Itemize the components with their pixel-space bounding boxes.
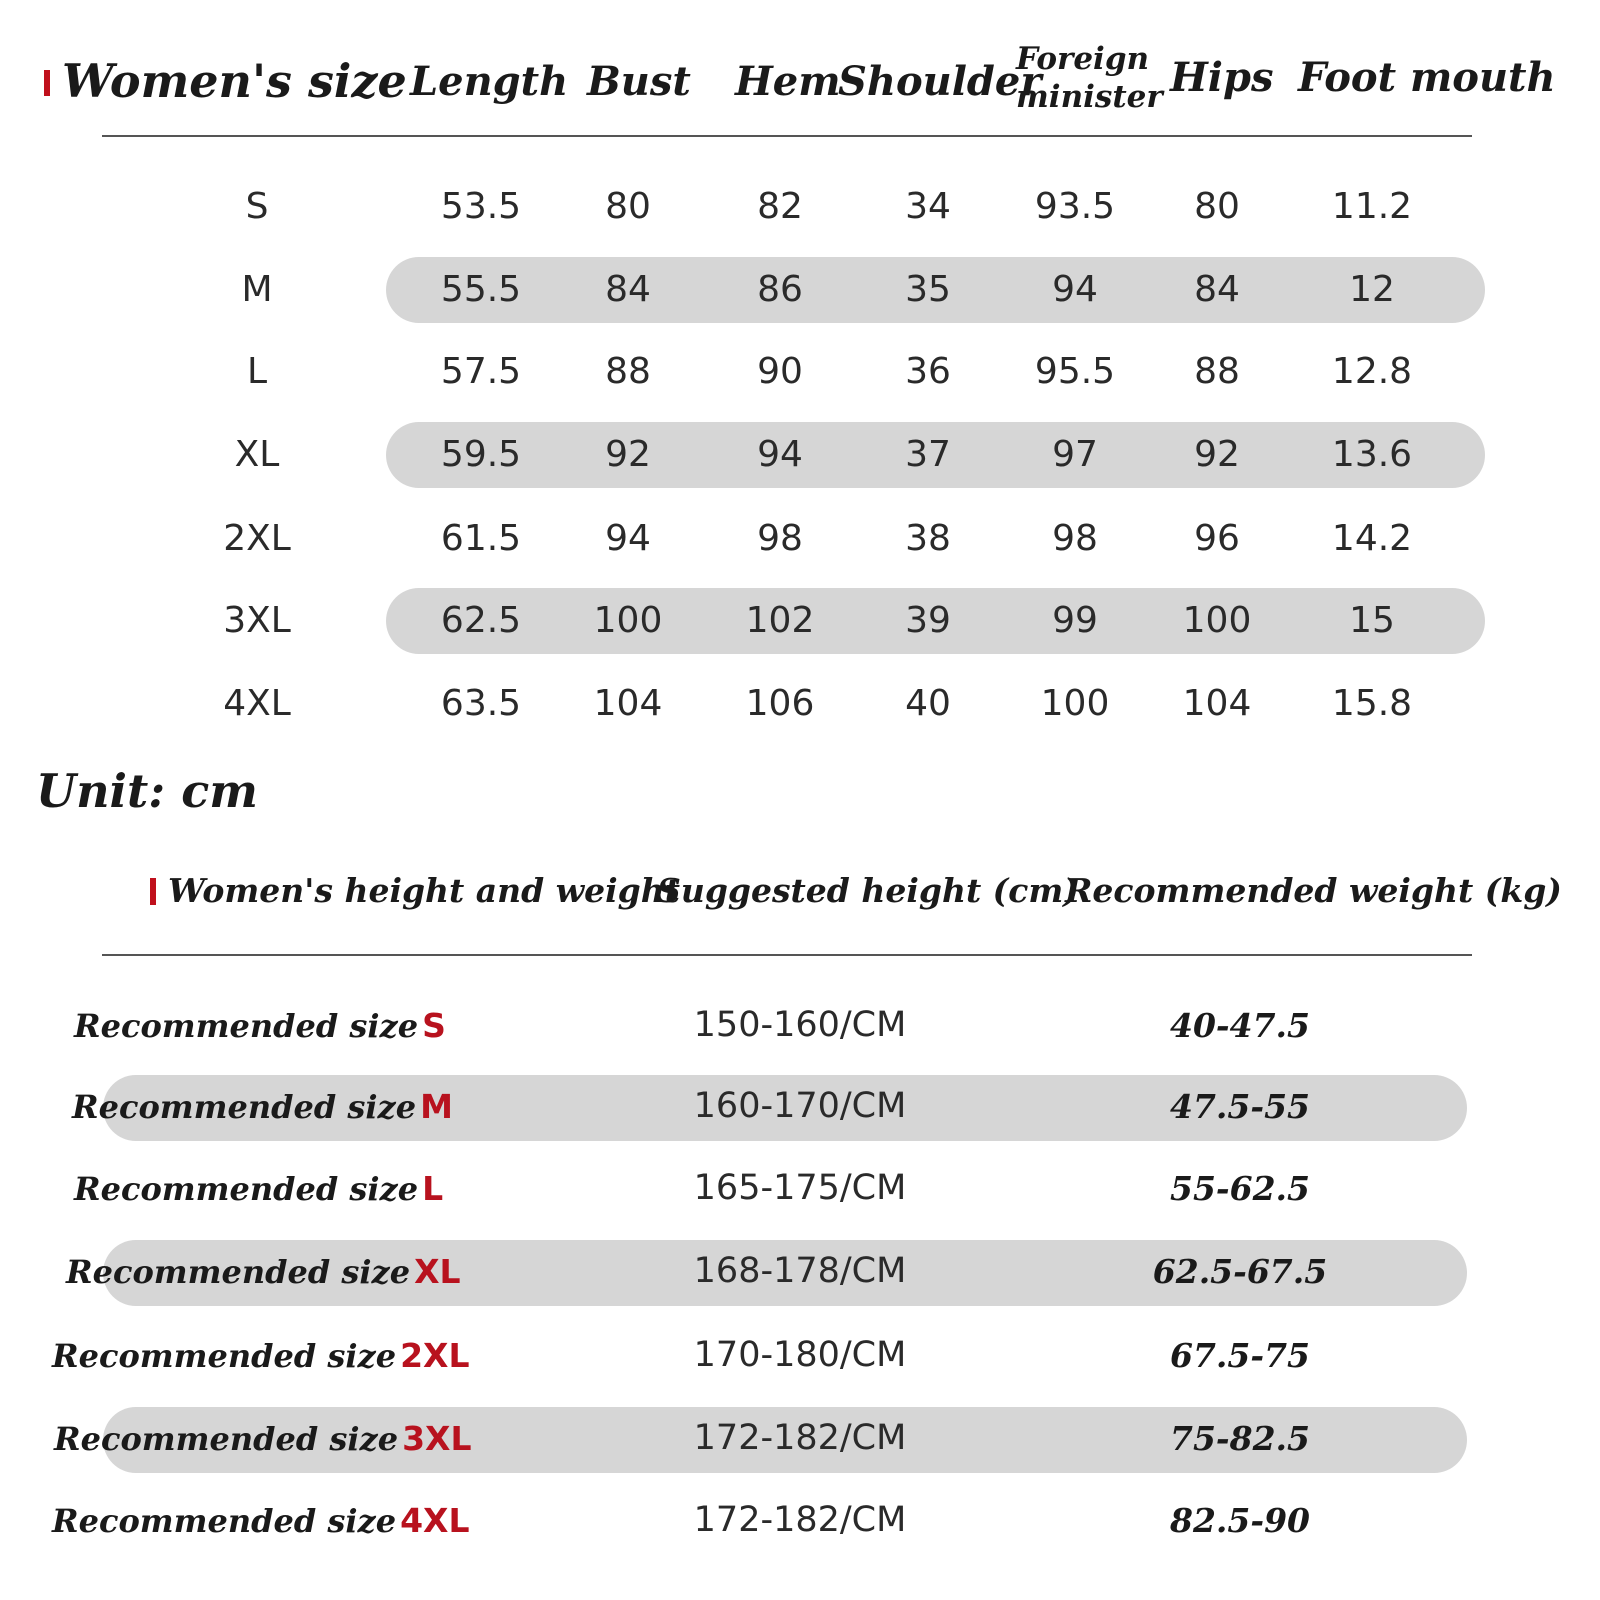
recommended-size-label: [52, 1501, 470, 1540]
recommended-size-text: Recommended size: [72, 1088, 417, 1126]
measurement-cell: 90: [757, 351, 803, 392]
measurement-cell: 80: [1194, 186, 1240, 227]
recommended-size-label: [54, 1419, 472, 1458]
measurement-cell: 98: [757, 518, 803, 559]
recommended-size-label: [66, 1252, 461, 1291]
weight-range-cell: 40-47.5: [1170, 1006, 1310, 1045]
measurement-cell: 97: [1052, 434, 1098, 475]
height-range-cell: 160-170/CM: [693, 1086, 907, 1126]
measurement-cell: 13.6: [1331, 434, 1413, 475]
measurement-cell: 61.5: [440, 518, 522, 559]
measurement-cell: 12.8: [1331, 351, 1413, 392]
measurement-cell: 40: [905, 683, 951, 724]
weight-range-cell: 55-62.5: [1170, 1169, 1310, 1208]
weight-range-cell: 75-82.5: [1170, 1419, 1310, 1458]
measurement-cell: 11.2: [1331, 186, 1413, 227]
measurement-cell: 82: [757, 186, 803, 227]
measurement-cell: 39: [905, 600, 951, 641]
size-label: L: [246, 351, 268, 392]
header-shoulder: Shoulder: [838, 58, 1042, 105]
recommended-size-text: Recommended size: [52, 1502, 397, 1540]
weight-range-cell: 62.5-67.5: [1152, 1252, 1328, 1291]
measurement-cell: 15.8: [1331, 683, 1413, 724]
header-foot-mouth: Foot mouth: [1298, 54, 1556, 101]
measurement-cell: 104: [593, 683, 663, 724]
height-range-cell: 172-182/CM: [693, 1418, 907, 1458]
recommended-size-label: [74, 1169, 444, 1208]
recommended-size-text: Recommended size: [52, 1337, 397, 1375]
measurement-cell: 102: [745, 600, 815, 641]
recommended-size-text: Recommended size: [74, 1170, 419, 1208]
height-range-cell: 168-178/CM: [693, 1251, 907, 1291]
unit-label: Unit: cm: [36, 764, 258, 818]
size-label: XL: [234, 434, 280, 475]
measurement-cell: 94: [1052, 269, 1098, 310]
recommended-size-text: Recommended size: [66, 1253, 411, 1291]
size-code: S: [422, 1006, 446, 1045]
recommended-size-text: Recommended size: [74, 1007, 419, 1045]
recommended-size-text: Recommended size: [54, 1420, 399, 1458]
weight-range-cell: 67.5-75: [1170, 1336, 1310, 1375]
measurement-cell: 63.5: [440, 683, 522, 724]
measurement-cell: 59.5: [440, 434, 522, 475]
measurement-cell: 100: [593, 600, 663, 641]
size-label: 4XL: [223, 683, 291, 724]
recommended-size-label: [74, 1006, 446, 1045]
height-range-cell: 150-160/CM: [693, 1005, 907, 1045]
measurement-cell: 98: [1052, 518, 1098, 559]
measurement-cell: 55.5: [440, 269, 522, 310]
header-foreign-line2: minister: [1016, 79, 1163, 115]
measurement-cell: 96: [1194, 518, 1240, 559]
measurement-cell: 88: [605, 351, 651, 392]
measurement-cell: 88: [1194, 351, 1240, 392]
size-code: 4XL: [400, 1501, 470, 1540]
header-hem: Hem: [735, 58, 841, 105]
measurement-cell: 95.5: [1034, 351, 1116, 392]
measurement-cell: 38: [905, 518, 951, 559]
measurement-cell: 93.5: [1034, 186, 1116, 227]
size-code: XL: [414, 1252, 461, 1291]
measurement-cell: 99: [1052, 600, 1098, 641]
size-table-title: Women's size: [62, 54, 407, 108]
hw-table-title: Women's height and weight: [168, 871, 680, 910]
size-code: 2XL: [400, 1336, 470, 1375]
header-recommended-weight: Recommended weight (kg): [1065, 871, 1562, 910]
header-bust: Bust: [587, 58, 691, 105]
hw-title-accent-bar: [150, 878, 156, 905]
recommended-size-label: [52, 1336, 470, 1375]
measurement-cell: 94: [605, 518, 651, 559]
hw-table-divider: [102, 954, 1472, 956]
measurement-cell: 62.5: [440, 600, 522, 641]
height-range-cell: 165-175/CM: [693, 1168, 907, 1208]
measurement-cell: 100: [1040, 683, 1110, 724]
header-length: Length: [410, 58, 569, 105]
measurement-cell: 92: [1194, 434, 1240, 475]
header-hips: Hips: [1170, 54, 1274, 101]
measurement-cell: 53.5: [440, 186, 522, 227]
size-label: 3XL: [223, 600, 291, 641]
size-label: S: [245, 186, 269, 227]
measurement-cell: 106: [745, 683, 815, 724]
size-code: L: [422, 1169, 444, 1208]
measurement-cell: 34: [905, 186, 951, 227]
measurement-cell: 36: [905, 351, 951, 392]
measurement-cell: 12: [1349, 269, 1395, 310]
height-range-cell: 172-182/CM: [693, 1500, 907, 1540]
measurement-cell: 94: [757, 434, 803, 475]
measurement-cell: 100: [1182, 600, 1252, 641]
measurement-cell: 57.5: [440, 351, 522, 392]
header-foreign-line1: Foreign: [1016, 41, 1150, 77]
measurement-cell: 80: [605, 186, 651, 227]
title-accent-bar: [44, 70, 50, 96]
weight-range-cell: 82.5-90: [1170, 1501, 1310, 1540]
measurement-cell: 37: [905, 434, 951, 475]
size-code: 3XL: [402, 1419, 472, 1458]
size-table-divider: [102, 135, 1472, 137]
measurement-cell: 104: [1182, 683, 1252, 724]
measurement-cell: 84: [1194, 269, 1240, 310]
weight-range-cell: 47.5-55: [1170, 1087, 1310, 1126]
size-label: 2XL: [223, 518, 291, 559]
measurement-cell: 84: [605, 269, 651, 310]
measurement-cell: 14.2: [1331, 518, 1413, 559]
size-code: M: [420, 1087, 453, 1126]
measurement-cell: 86: [757, 269, 803, 310]
height-range-cell: 170-180/CM: [693, 1335, 907, 1375]
measurement-cell: 35: [905, 269, 951, 310]
size-label: M: [241, 269, 273, 310]
measurement-cell: 15: [1349, 600, 1395, 641]
recommended-size-label: [72, 1087, 453, 1126]
measurement-cell: 92: [605, 434, 651, 475]
header-suggested-height: Suggested height (cm): [657, 871, 1079, 910]
